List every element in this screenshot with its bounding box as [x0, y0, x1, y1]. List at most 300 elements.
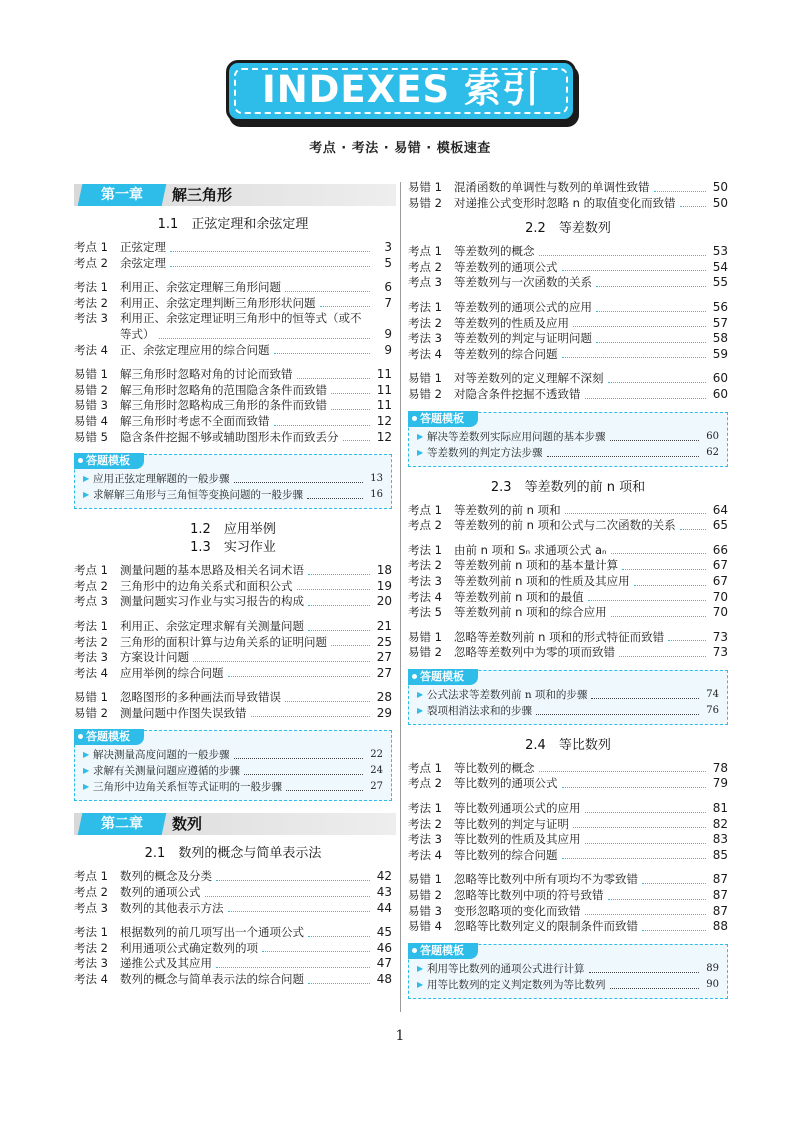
dot-leader — [228, 676, 371, 677]
page-ref: 73 — [712, 629, 728, 644]
entry-text: 利用正、余弦定理求解有关测量问题 — [120, 618, 304, 633]
template-text: 等差数列的判定方法步骤 — [427, 446, 543, 459]
entry-label: 考法 2 — [408, 816, 442, 831]
index-entry[interactable] — [74, 240, 392, 256]
template-text: 用等比数列的定义判定数列为等比数列 — [427, 978, 606, 991]
page-ref: 82 — [712, 816, 728, 831]
entry-label: 易错 1 — [408, 180, 442, 194]
entry-text: 利用正、余弦定理证明三角形中的恒等式（或不 — [120, 311, 362, 326]
entry-label: 易错 4 — [408, 919, 442, 934]
entry-label: 考法 5 — [408, 605, 442, 620]
index-entry[interactable] — [74, 635, 392, 651]
entry-text: 变形忽略项的变化而致错 — [454, 903, 581, 918]
page-ref: 56 — [712, 299, 728, 314]
page-ref: 90 — [706, 978, 719, 990]
dot-leader — [610, 440, 700, 441]
dot-leader — [619, 656, 706, 657]
page-ref: 44 — [376, 900, 392, 915]
index-entry[interactable] — [408, 518, 728, 534]
entry-label: 考法 2 — [74, 295, 108, 310]
template-item[interactable] — [417, 429, 719, 445]
entry-text: 利用正、余弦定理解三角形问题 — [120, 280, 281, 295]
page-ref: 85 — [712, 847, 728, 862]
index-entry[interactable] — [74, 885, 392, 901]
dot-leader — [286, 790, 363, 791]
dot-leader — [573, 827, 706, 828]
entry-label: 考点 2 — [74, 578, 108, 593]
entry-label: 考法 4 — [408, 847, 442, 862]
template-text: 应用正弦定理解题的一般步骤 — [93, 473, 230, 486]
index-entry[interactable] — [408, 605, 728, 621]
index-entry[interactable] — [74, 594, 392, 610]
page-ref: 81 — [712, 801, 728, 816]
index-entry[interactable] — [408, 503, 728, 519]
dot-leader — [159, 338, 371, 339]
index-entry[interactable] — [74, 280, 392, 296]
index-entry[interactable] — [74, 972, 392, 988]
entry-label: 考点 1 — [74, 240, 108, 254]
page-ref: 83 — [712, 832, 728, 847]
triangle-bullet-icon: ▶ — [83, 474, 90, 484]
dot-leader — [274, 425, 371, 426]
index-entry[interactable] — [74, 706, 392, 722]
template-tag: 答题模板 — [74, 453, 144, 469]
index-entry[interactable] — [408, 196, 728, 212]
section-title-2-1: 2.1 数列的概念与简单表示法 — [144, 846, 322, 862]
page-ref: 21 — [376, 618, 392, 633]
dot-leader — [308, 630, 370, 631]
index-entry[interactable] — [408, 543, 728, 559]
index-entry[interactable] — [74, 869, 392, 885]
dot-leader — [320, 306, 371, 307]
dot-leader — [251, 716, 371, 717]
index-entry[interactable] — [74, 650, 392, 666]
page-ref: 22 — [370, 749, 383, 761]
entry-text: 忽略等差数列中为零的项而致错 — [454, 645, 615, 660]
dot-leader — [170, 251, 370, 252]
triangle-bullet-icon: ▶ — [83, 490, 90, 500]
page-ref: 53 — [712, 244, 728, 259]
template-item[interactable] — [83, 763, 383, 779]
index-entry[interactable] — [408, 331, 728, 347]
entry-text: 测量问题实习作业与实习报告的构成 — [120, 594, 304, 609]
index-entry[interactable] — [74, 343, 392, 359]
index-entry[interactable] — [74, 579, 392, 595]
entry-group — [74, 280, 392, 358]
index-entry[interactable] — [408, 630, 728, 646]
chapter-tag — [78, 813, 167, 835]
entry-text: 解三角形时忽略构成三角形的条件而致错 — [120, 398, 327, 413]
entry-text: 等差数列的前 n 项和公式与二次函数的关系 — [454, 518, 676, 533]
index-entry[interactable] — [408, 180, 728, 196]
entry-group — [74, 925, 392, 987]
page-number: 1 — [395, 1028, 405, 1044]
entry-label: 考法 3 — [408, 832, 442, 847]
page-ref: 67 — [712, 558, 728, 573]
page-ref: 27 — [370, 781, 383, 793]
page-ref: 59 — [712, 346, 728, 361]
index-entry[interactable] — [74, 941, 392, 957]
entry-text: 忽略等比数列中项的符号致错 — [454, 888, 604, 903]
entry-text: 隐含条件挖掘不够或辅助图形未作而致丢分 — [120, 429, 339, 444]
entry-label: 考法 3 — [74, 956, 108, 971]
section-title-1-1: 1.1 正弦定理和余弦定理 — [157, 217, 309, 232]
template-item[interactable] — [417, 961, 719, 977]
entry-text: 忽略图形的多种画法而导致错误 — [120, 690, 281, 705]
triangle-bullet-icon: ▶ — [417, 979, 424, 989]
left-column — [74, 180, 392, 997]
dot-leader — [228, 911, 371, 912]
page-ref: 27 — [376, 665, 392, 680]
entry-text: 测量问题中作图失误致错 — [120, 705, 247, 720]
page-ref: 70 — [712, 589, 728, 604]
page-ref: 42 — [376, 869, 392, 884]
page-ref: 47 — [376, 956, 392, 971]
dot-leader — [585, 843, 707, 844]
entry-text: 等差数列前 n 项和的综合应用 — [454, 605, 607, 620]
index-entry[interactable] — [74, 430, 392, 446]
dot-leader — [297, 589, 371, 590]
page-ref: 12 — [376, 429, 392, 444]
index-entry[interactable] — [408, 558, 728, 574]
dot-leader — [634, 585, 706, 586]
entry-text: 利用通项公式确定数列的项 — [120, 940, 258, 955]
entry-group — [408, 543, 728, 621]
index-entry[interactable] — [408, 761, 728, 777]
index-entry[interactable] — [408, 300, 728, 316]
page-ref: 57 — [712, 315, 728, 330]
index-entry[interactable] — [74, 925, 392, 941]
index-entry[interactable] — [408, 888, 728, 904]
dot-leader — [343, 440, 371, 441]
entry-text: 对隐含条件挖掘不透致错 — [454, 386, 581, 401]
triangle-bullet-icon: ▶ — [83, 782, 90, 792]
entry-text: 忽略等比数列定义的限制条件而致错 — [454, 919, 638, 934]
entry-label: 考法 4 — [74, 342, 108, 357]
template-item[interactable] — [417, 703, 719, 719]
page-ref: 67 — [712, 573, 728, 588]
index-entry[interactable] — [74, 256, 392, 272]
page-title: INDEXES 索引 — [261, 68, 541, 111]
dot-leader — [216, 880, 370, 881]
index-entry[interactable] — [74, 367, 392, 383]
page-ref: 24 — [370, 765, 383, 777]
index-entry[interactable] — [74, 311, 392, 327]
page-ref: 87 — [712, 903, 728, 918]
index-entry[interactable] — [408, 645, 728, 661]
dot-leader — [308, 983, 370, 984]
entry-text: 等差数列的综合问题 — [454, 346, 558, 361]
dot-leader — [308, 574, 370, 575]
dot-leader — [668, 640, 706, 641]
template-box — [74, 730, 392, 801]
entry-label: 考点 3 — [74, 900, 108, 915]
template-text: 求解解三角形与三角恒等变换问题的一般步骤 — [93, 489, 303, 502]
dot-leader — [562, 858, 707, 859]
page-ref: 46 — [376, 940, 392, 955]
entry-label: 考点 1 — [74, 869, 108, 884]
entry-group — [408, 180, 728, 211]
entry-label: 考法 2 — [408, 315, 442, 330]
triangle-bullet-icon: ▶ — [83, 750, 90, 760]
entry-label: 考法 3 — [74, 311, 108, 326]
triangle-bullet-icon: ▶ — [83, 766, 90, 776]
dot-leader — [642, 883, 706, 884]
dot-leader — [262, 951, 370, 952]
entry-label: 考点 2 — [74, 885, 108, 900]
dot-leader — [244, 774, 363, 775]
entry-label: 考法 4 — [408, 346, 442, 361]
entry-text: 数列的概念与简单表示法的综合问题 — [120, 972, 304, 987]
entry-group — [408, 244, 728, 291]
entry-text: 解三角形时忽略对角的讨论而致错 — [120, 367, 293, 382]
dot-leader — [596, 311, 706, 312]
dot-leader — [608, 899, 707, 900]
index-entry[interactable] — [74, 956, 392, 972]
dot-leader — [308, 605, 370, 606]
dot-leader — [285, 291, 370, 292]
entry-label: 考法 2 — [408, 558, 442, 573]
page-ref: 76 — [706, 704, 719, 716]
index-entry[interactable] — [408, 387, 728, 403]
entry-label: 考点 2 — [408, 776, 442, 791]
index-entry[interactable] — [408, 817, 728, 833]
triangle-bullet-icon: ▶ — [417, 689, 424, 699]
entry-text: 等差数列的通项公式 — [454, 259, 558, 274]
index-entry[interactable] — [408, 244, 728, 260]
template-box — [408, 412, 728, 467]
dot-leader — [654, 191, 707, 192]
index-entry[interactable] — [408, 848, 728, 864]
entry-label: 易错 2 — [408, 888, 442, 903]
section-title-2-3: 2.3 等差数列的前 n 项和 — [490, 479, 646, 495]
entry-group — [408, 371, 728, 402]
entry-text: 数列的概念及分类 — [120, 869, 212, 884]
entry-group — [408, 761, 728, 792]
entry-label: 易错 1 — [74, 367, 108, 382]
entry-label: 易错 1 — [74, 690, 108, 705]
entry-label: 考法 1 — [408, 542, 442, 557]
index-entry[interactable] — [408, 904, 728, 920]
page-ref: 43 — [376, 885, 392, 900]
entry-label: 考点 2 — [408, 259, 442, 274]
entry-label: 易错 1 — [408, 629, 442, 644]
page-ref: 50 — [712, 180, 728, 194]
entry-group — [408, 300, 728, 362]
entry-text: 正弦定理 — [120, 240, 166, 254]
index-entry[interactable] — [74, 383, 392, 399]
entry-text: 等比数列的通项公式 — [454, 776, 558, 791]
index-entry[interactable] — [74, 690, 392, 706]
entry-label: 易错 1 — [408, 872, 442, 887]
index-entry[interactable] — [408, 919, 728, 935]
entry-label: 易错 2 — [408, 386, 442, 401]
dot-leader — [565, 513, 706, 514]
page-ref: 18 — [376, 563, 392, 578]
entry-label: 易错 5 — [74, 429, 108, 444]
page-ref: 6 — [384, 280, 392, 295]
template-item[interactable] — [417, 687, 719, 703]
index-entry[interactable] — [408, 872, 728, 888]
page-ref: 16 — [370, 489, 383, 501]
index-entry[interactable] — [408, 832, 728, 848]
entry-text: 递推公式及其应用 — [120, 956, 212, 971]
entry-text: 等比数列的性质及其应用 — [454, 832, 581, 847]
index-entry[interactable] — [74, 563, 392, 579]
entry-text: 利用正、余弦定理判断三角形形状问题 — [120, 295, 316, 310]
entry-text: 三角形的面积计算与边角关系的证明问题 — [120, 634, 327, 649]
entry-text: 根据数列的前几项写出一个通项公式 — [120, 925, 304, 940]
dot-leader — [596, 286, 706, 287]
page-ref: 89 — [706, 962, 719, 974]
entry-label: 易错 3 — [408, 903, 442, 918]
entry-label: 考法 1 — [408, 801, 442, 816]
dot-leader — [539, 255, 707, 256]
template-item[interactable] — [83, 471, 383, 487]
entry-label: 考法 1 — [408, 299, 442, 314]
entry-text: 等差数列的性质及应用 — [454, 315, 569, 330]
dot-leader — [642, 930, 706, 931]
page-ref: 74 — [706, 688, 719, 700]
index-entry[interactable] — [408, 347, 728, 363]
page-ref: 11 — [376, 382, 392, 397]
dot-leader — [216, 967, 370, 968]
entry-label: 易错 2 — [74, 705, 108, 720]
page-ref: 29 — [376, 705, 392, 720]
entry-text: 等差数列的判定与证明问题 — [454, 331, 592, 346]
page-ref: 88 — [712, 919, 728, 934]
entry-text: 对等差数列的定义理解不深刻 — [454, 371, 604, 386]
entry-label: 考点 1 — [74, 563, 108, 578]
page-ref: 50 — [712, 195, 728, 210]
page-ref: 78 — [712, 760, 728, 775]
template-item[interactable] — [83, 487, 383, 503]
page-ref: 60 — [712, 371, 728, 386]
dot-leader — [608, 382, 707, 383]
template-box — [408, 944, 728, 999]
entry-text: 等差数列前 n 项和的性质及其应用 — [454, 573, 630, 588]
dot-leader — [234, 758, 364, 759]
entry-label: 考法 1 — [74, 925, 108, 940]
index-entry[interactable] — [408, 316, 728, 332]
page-ref: 65 — [712, 518, 728, 533]
template-text: 三角形中边角关系恒等式证明的一般步骤 — [93, 781, 282, 794]
template-text: 公式法求等差数列前 n 项和的步骤 — [427, 688, 588, 701]
entry-label: 易错 1 — [408, 371, 442, 386]
dot-leader — [170, 266, 370, 267]
page-ref: 5 — [384, 255, 392, 270]
entry-text: 应用举例的综合问题 — [120, 665, 224, 680]
index-entry[interactable] — [408, 260, 728, 276]
template-item[interactable] — [417, 977, 719, 993]
dot-leader — [585, 812, 707, 813]
dot-leader — [539, 771, 707, 772]
entry-text: 对递推公式变形时忽略 n 的取值变化而致错 — [454, 195, 676, 210]
template-box — [74, 454, 392, 509]
entry-label: 考法 4 — [74, 665, 108, 680]
dot-leader — [331, 393, 370, 394]
entry-group — [74, 690, 392, 721]
page-ref: 9 — [384, 326, 392, 341]
index-entry[interactable] — [408, 574, 728, 590]
entry-text: 解三角形时考虑不全面而致错 — [120, 413, 270, 428]
index-entry[interactable] — [408, 776, 728, 792]
dot-leader — [308, 936, 370, 937]
template-item[interactable] — [83, 747, 383, 763]
index-entry-continuation[interactable] — [74, 327, 392, 343]
index-entry[interactable] — [408, 371, 728, 387]
entry-text: 等差数列的通项公式的应用 — [454, 299, 592, 314]
page-ref: 60 — [712, 386, 728, 401]
entry-group — [408, 872, 728, 934]
dot-leader — [610, 988, 700, 989]
dot-leader — [562, 357, 707, 358]
page-ref: 45 — [376, 925, 392, 940]
index-entry[interactable] — [74, 414, 392, 430]
index-entry[interactable] — [74, 666, 392, 682]
index-entry[interactable] — [74, 296, 392, 312]
banner-box — [226, 60, 576, 122]
entry-label: 考法 1 — [74, 618, 108, 633]
page-ref: 11 — [376, 367, 392, 382]
dot-leader — [297, 378, 371, 379]
index-entry[interactable] — [408, 801, 728, 817]
index-entry[interactable] — [408, 590, 728, 606]
entry-label: 易错 2 — [408, 645, 442, 660]
entry-group — [74, 240, 392, 271]
index-entry[interactable] — [74, 619, 392, 635]
entry-text: 等差数列的前 n 项和 — [454, 502, 561, 517]
template-tag: 答题模板 — [408, 943, 478, 959]
entry-label: 考法 4 — [408, 589, 442, 604]
page-ref: 19 — [376, 578, 392, 593]
page-ref: 64 — [712, 502, 728, 517]
entry-label: 考法 1 — [74, 280, 108, 295]
template-item[interactable] — [83, 779, 383, 795]
template-text: 利用等比数列的通项公式进行计算 — [427, 962, 585, 975]
section-title-2-2: 2.2 等差数列 — [525, 221, 611, 237]
dot-leader — [596, 342, 706, 343]
template-item[interactable] — [417, 445, 719, 461]
index-entry[interactable] — [74, 901, 392, 917]
entry-label: 考点 1 — [408, 244, 442, 259]
page-ref: 3 — [384, 240, 392, 254]
entry-text: 数列的通项公式 — [120, 885, 201, 900]
page-ref: 28 — [376, 690, 392, 705]
section-title-1-3: 1.3 实习作业 — [190, 540, 276, 556]
template-tag: 答题模板 — [408, 669, 478, 685]
chapter-tag-label: 第一章 — [101, 187, 143, 203]
index-entry[interactable] — [408, 275, 728, 291]
entry-label: 考法 3 — [408, 331, 442, 346]
page-ref: 87 — [712, 888, 728, 903]
dot-leader — [307, 498, 363, 499]
entry-label: 易错 2 — [74, 382, 108, 397]
page-ref: 87 — [712, 872, 728, 887]
dot-leader — [562, 787, 707, 788]
entry-text: 方案设计问题 — [120, 650, 189, 665]
index-entry[interactable] — [74, 398, 392, 414]
page-ref: 54 — [712, 259, 728, 274]
dot-leader — [588, 600, 706, 601]
dot-leader — [585, 914, 707, 915]
chapter-name: 数列 — [172, 815, 203, 834]
page-ref: 9 — [384, 342, 392, 357]
template-text: 解决测量高度问题的一般步骤 — [93, 749, 230, 762]
entry-text: 正、余弦定理应用的综合问题 — [120, 342, 270, 357]
triangle-bullet-icon: ▶ — [417, 447, 424, 457]
entry-text: 由前 n 项和 Sₙ 求通项公式 aₙ — [454, 542, 607, 557]
